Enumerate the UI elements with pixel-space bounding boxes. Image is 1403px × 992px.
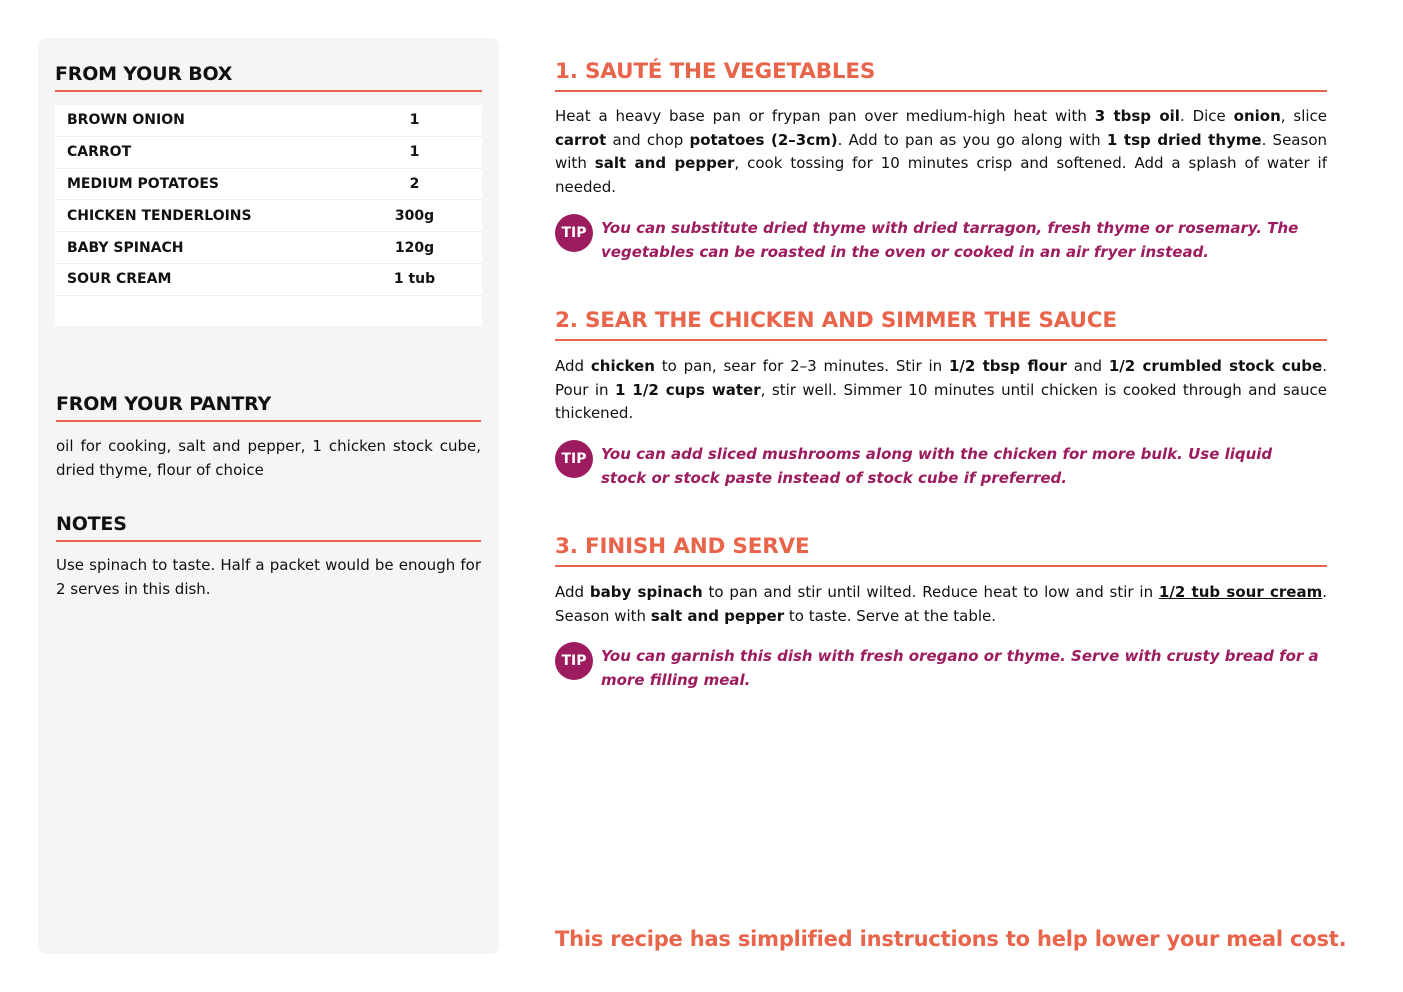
from-your-box-heading: FROM YOUR BOX (55, 63, 482, 92)
tip-text: You can substitute dried thyme with dried tarragon, fresh thyme or rosemary. The vegetables can be roasted in the oven or cooked in an air fryer instead. (601, 219, 1299, 261)
step-1-title: 1. SAUTÉ THE VEGETABLES (555, 59, 1327, 92)
step-3-body (555, 581, 1327, 628)
table-row (55, 232, 482, 264)
body-text: . Add to pan as you go along with (837, 130, 1107, 149)
table-row (55, 105, 482, 137)
pantry-text: oil for cooking, salt and pepper, 1 chicken stock cube, dried thyme, flour of choice (56, 437, 481, 479)
emphasis-text: 1/2 crumbled stock cube (1108, 357, 1323, 375)
emphasis-text: onion (1233, 107, 1281, 125)
emphasis-text: baby spinach (589, 583, 703, 601)
step-2-title: 2. SEAR THE CHICKEN AND SIMMER THE SAUCE (555, 308, 1327, 341)
tip-text: You can garnish this dish with fresh oregano or thyme. Serve with crusty bread for a more filling meal. (601, 647, 1319, 689)
body-text: to pan and stir until wilted. Reduce heat to low and stir in (702, 583, 1159, 601)
emphasis-text: potatoes (2–3cm) (689, 130, 838, 149)
body-text: Add (555, 583, 590, 601)
table-row (55, 169, 482, 201)
notes-heading: NOTES (56, 513, 481, 542)
tip-badge: TIP (555, 440, 593, 478)
body-text: , cook tossing for 10 minutes crisp and softened. Add a splash of water if needed. (555, 154, 1327, 196)
tip-badge: TIP (555, 642, 593, 680)
step-3-title: 3. FINISH AND SERVE (555, 534, 1327, 567)
tip-badge: TIP (555, 214, 593, 252)
body-text: and (1066, 357, 1109, 375)
from-your-pantry-heading: FROM YOUR PANTRY (56, 393, 481, 422)
body-text: . Dice (1179, 107, 1234, 125)
emphasis-text: 3 tbsp oil (1094, 107, 1180, 125)
tip-text: You can add sliced mushrooms along with the chicken for more bulk. Use liquid stock or stock paste instead of stock cube if preferred. (601, 445, 1273, 487)
ingredient-qty: 2 (409, 175, 420, 192)
ingredient-qty: 1 (409, 144, 420, 161)
emphasis-text: salt and pepper (594, 154, 735, 172)
emphasis-text: salt and pepper (650, 606, 785, 625)
ingredients-table (55, 105, 482, 326)
emphasis-text: 1/2 tub sour cream (1158, 583, 1323, 601)
ingredient-qty: 120g (394, 239, 435, 256)
step-2-body (555, 355, 1327, 426)
body-text: Add (555, 357, 591, 375)
body-text: , stir well. Simmer 10 minutes until chicken is cooked through and sauce thickened. (555, 380, 1327, 422)
body-text: , slice (1280, 107, 1328, 125)
body-text: . Pour in (555, 357, 1327, 399)
ingredient-name: BROWN ONION (67, 112, 185, 129)
ingredient-name: SOUR CREAM (67, 271, 172, 288)
body-text: Heat a heavy base pan or frypan pan over medium-high heat with (555, 107, 1095, 125)
emphasis-text: 1 1/2 cups water (615, 380, 761, 399)
table-row (55, 200, 482, 232)
ingredient-name: BABY SPINACH (67, 239, 184, 256)
footer-note: This recipe has simplified instructions to help lower your meal cost. (555, 927, 1347, 951)
table-row (55, 264, 482, 296)
emphasis-text: 1 tsp dried thyme (1106, 130, 1262, 149)
body-text: . Season with (555, 583, 1328, 625)
ingredient-qty: 1 tub (393, 271, 436, 288)
emphasis-text: carrot (555, 130, 607, 149)
ingredient-qty: 1 (409, 112, 420, 129)
ingredients-panel (38, 38, 499, 954)
ingredient-qty: 300g (394, 207, 435, 224)
table-row (55, 137, 482, 169)
emphasis-text: 1/2 tbsp flour (948, 357, 1067, 375)
step-1-body (555, 105, 1327, 199)
body-text: . Season with (555, 130, 1328, 172)
emphasis-text: chicken (590, 357, 655, 375)
notes-text: Use spinach to taste. Half a packet would be enough for 2 serves in this dish. (56, 556, 481, 598)
ingredient-name: CHICKEN TENDERLOINS (67, 207, 252, 224)
ingredient-name: CARROT (67, 144, 132, 161)
body-text: to taste. Serve at the table. (784, 606, 997, 625)
ingredient-name: MEDIUM POTATOES (67, 175, 219, 192)
body-text: to pan, sear for 2–3 minutes. Stir in (654, 357, 949, 375)
body-text: and chop (606, 130, 690, 149)
